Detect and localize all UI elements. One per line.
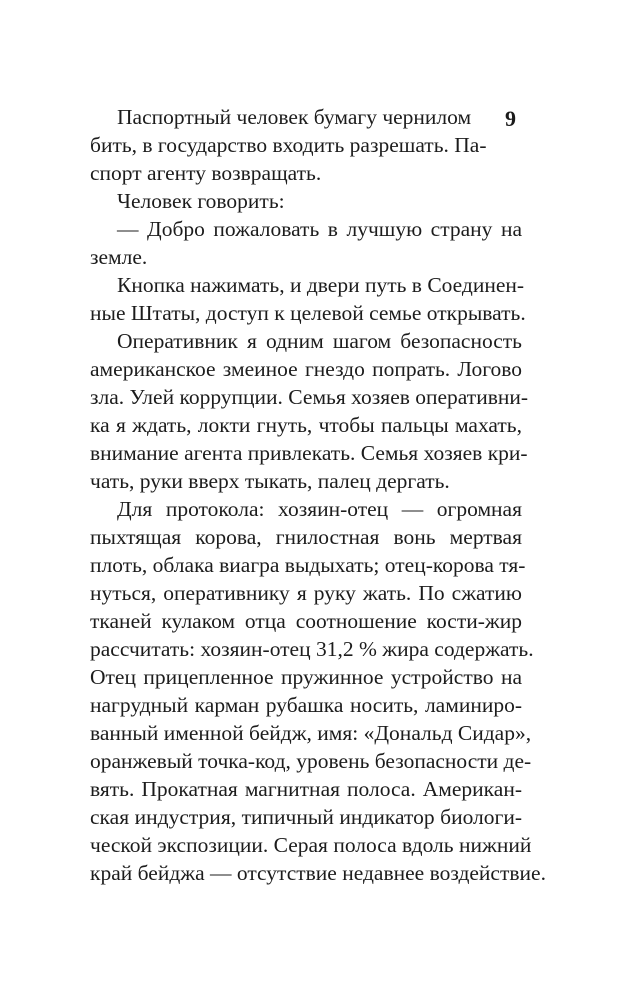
text-line: ванный именной бейдж, имя: «Дональд Сидар», [90,721,532,745]
text-line: Паспортный человек бумагу чернилом [117,105,472,129]
text-line: оранжевый точка-код, уровень безопасности де- [90,749,532,773]
text-line: Для протокола: хозяин-отец — огромная [117,497,522,521]
page-number: 9 [505,106,516,131]
text-line: вять. Прокатная магнитная полоса. Американ- [90,777,522,801]
text-line: земле. [90,245,148,269]
text-line: зла. Улей коррупции. Семья хозяев оперативни- [90,385,529,409]
text-line: внимание агента привлекать. Семья хозяев кри- [90,441,528,465]
text-line: плоть, облака виагра выдыхать; отец-корова тя- [90,553,526,577]
text-line: американское змеиное гнездо попрать. Логово [90,357,522,381]
body-text [90,103,546,887]
text-line: Оперативник я одним шагом безопасность [117,329,522,353]
text-line: рассчитать: хозяин-отец 31,2 % жира содержать. [90,637,534,661]
text-line: ка я ждать, локти гнуть, чтобы пальцы махать, [90,413,522,437]
text-line: нуться, оперативнику я руку жать. По сжатию [90,581,522,605]
text-line: Кнопка нажимать, и двери путь в Соединен- [117,273,525,297]
text-line: Отец прицепленное пружинное устройство на [90,665,522,689]
text-line: чать, руки вверх тыкать, палец дергать. [90,469,450,493]
text-line: спорт агенту возвращать. [90,161,322,185]
text-line: Человек говорить: [117,189,285,213]
text-line: ская индустрия, типичный индикатор биологи- [90,805,522,829]
text-line: ческой экспозиции. Серая полоса вдоль нижний [90,833,532,857]
text-line: пыхтящая корова, гнилостная вонь мертвая [90,525,522,549]
text-line: нагрудный карман рубашка носить, ламиниро- [90,693,522,717]
text-line: бить, в государство входить разрешать. Па- [90,133,487,157]
text-line: ные Штаты, доступ к целевой семье открывать. [90,301,526,325]
text-line: тканей кулаком отца соотношение кости-жир [90,609,522,633]
text-line: — Добро пожаловать в лучшую страну на [117,217,522,241]
text-line: край бейджа — отсутствие недавнее воздействие. [90,861,546,885]
